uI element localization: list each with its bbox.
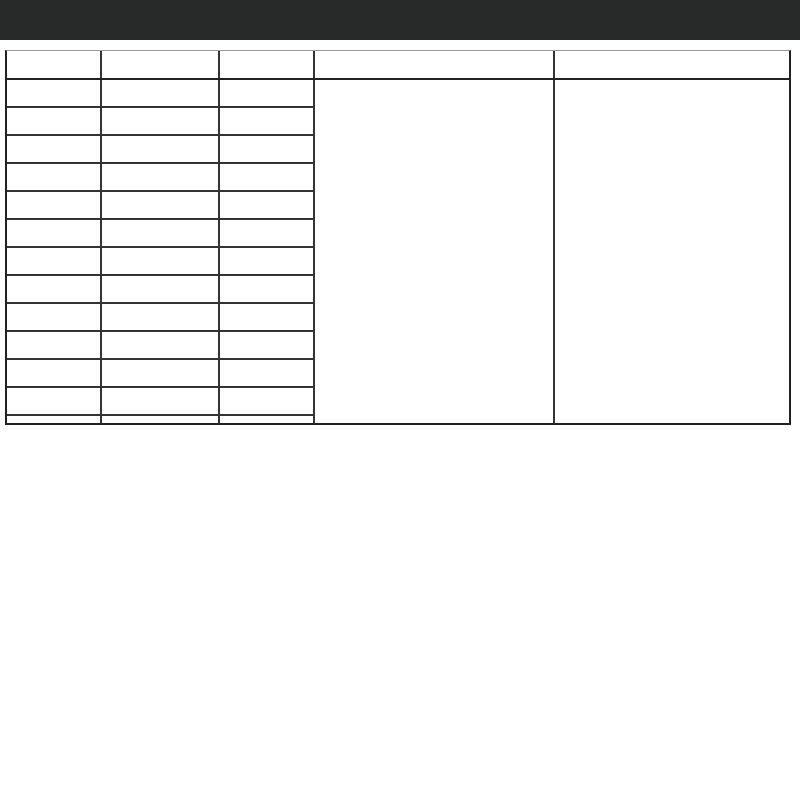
cell-count xyxy=(221,248,224,274)
header-count xyxy=(220,51,224,78)
cell-length xyxy=(103,220,106,246)
cell-length xyxy=(103,192,106,218)
table-header xyxy=(7,51,789,80)
cell-size xyxy=(7,80,10,106)
cell-length xyxy=(103,136,106,162)
row-divider xyxy=(7,134,314,136)
cell-count xyxy=(221,136,224,162)
row-divider xyxy=(7,190,314,192)
row-divider xyxy=(7,218,314,220)
row-divider xyxy=(7,358,314,360)
cell-size xyxy=(7,332,10,358)
row-divider xyxy=(7,162,314,164)
cell-size xyxy=(7,192,10,218)
cell-count xyxy=(221,360,224,386)
cell-length xyxy=(103,108,106,134)
cell-size xyxy=(7,360,10,386)
cell-length xyxy=(103,80,106,106)
cell-length xyxy=(103,276,106,302)
cell-size xyxy=(7,136,10,162)
row-divider xyxy=(7,246,314,248)
cell-count xyxy=(221,220,224,246)
header-notes xyxy=(555,51,559,78)
header-length xyxy=(102,51,106,78)
column-divider xyxy=(553,51,555,423)
cell-count xyxy=(221,388,224,414)
cell-length xyxy=(103,248,106,274)
cell-count xyxy=(221,80,224,106)
section-title-bead-strand-length xyxy=(0,0,800,40)
cell-size xyxy=(7,220,10,246)
cell-length xyxy=(103,304,106,330)
row-divider xyxy=(7,106,314,108)
cell-count xyxy=(221,164,224,190)
row-divider xyxy=(7,386,314,388)
row-divider xyxy=(7,302,314,304)
cell-count xyxy=(221,108,224,134)
cell-count xyxy=(221,304,224,330)
cell-length xyxy=(103,360,106,386)
header-description xyxy=(315,51,319,78)
cell-count xyxy=(221,276,224,302)
cell-size xyxy=(7,248,10,274)
cell-size xyxy=(7,108,10,134)
cell-length xyxy=(103,332,106,358)
row-divider xyxy=(7,414,314,416)
cell-length xyxy=(103,388,106,414)
cell-size xyxy=(7,388,10,414)
row-divider xyxy=(7,330,314,332)
cell-size xyxy=(7,164,10,190)
cell-count xyxy=(221,332,224,358)
cell-length xyxy=(103,164,106,190)
strand-length-table xyxy=(5,50,791,425)
cell-count xyxy=(221,192,224,218)
row-divider xyxy=(7,274,314,276)
cell-size xyxy=(7,276,10,302)
cell-size xyxy=(7,304,10,330)
header-spec xyxy=(7,51,11,78)
